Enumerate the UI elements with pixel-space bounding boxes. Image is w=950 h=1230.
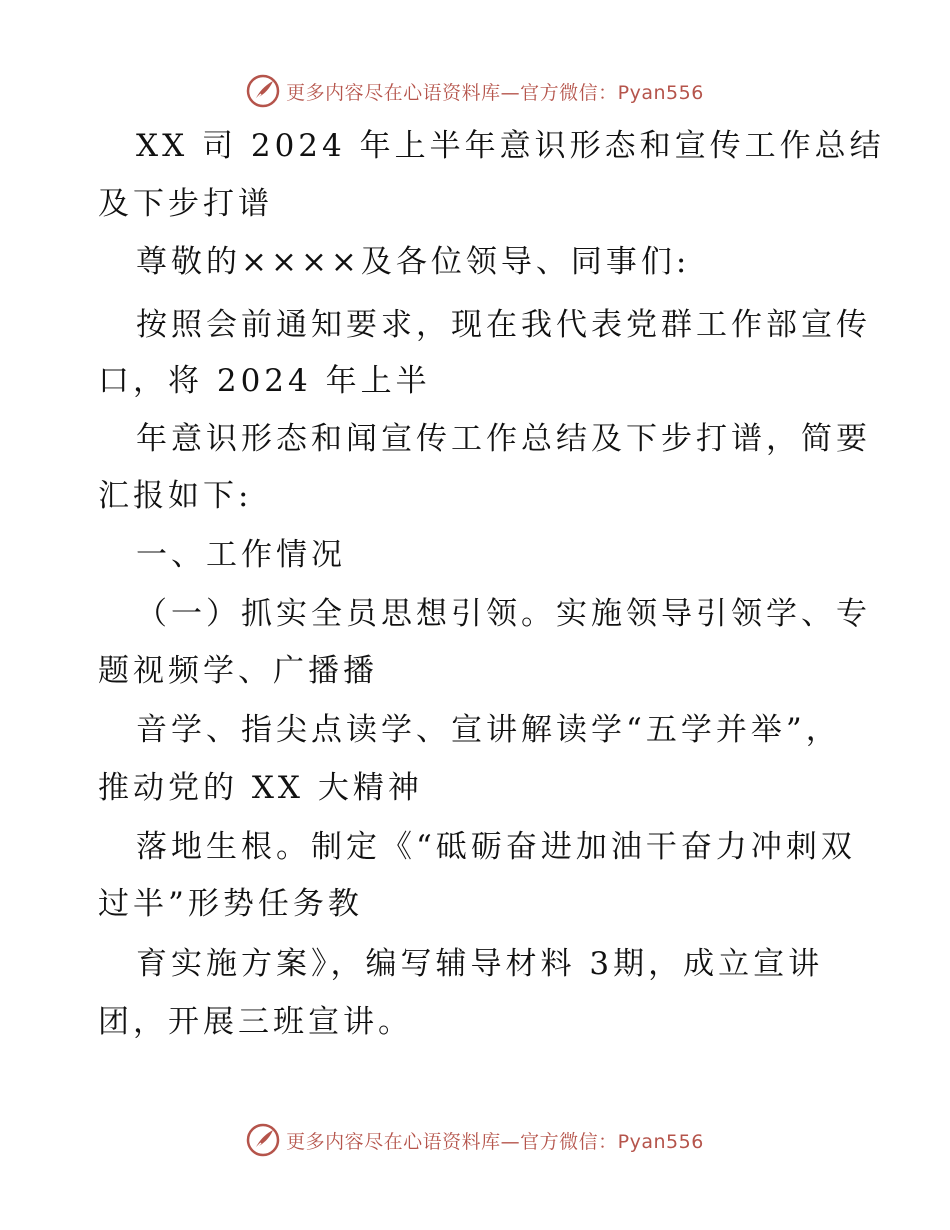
paragraph-line: 年意识形态和闻宣传工作总结及下步打谱，简要	[136, 421, 871, 457]
paragraph-line: 按照会前通知要求，现在我代表党群工作部宣传	[136, 307, 871, 343]
paragraph-line: 落地生根。制定《“砥砺奋进加油干奋力冲刺双	[136, 829, 856, 865]
watermark-text: 更多内容尽在心语资料库—官方微信：Pyan556	[286, 1130, 704, 1153]
watermark-text: 更多内容尽在心语资料库—官方微信：Pyan556	[286, 81, 704, 104]
paragraph-line: 团，开展三班宣讲。	[98, 1004, 413, 1040]
paragraph-line: 音学、指尖点读学、宣讲解读学“五学并举”，	[136, 712, 841, 748]
salutation: 尊敬的××××及各位领导、同事们:	[136, 244, 691, 280]
document-title-line-2: 及下步打谱	[98, 186, 273, 222]
paragraph-line: 题视频学、广播播	[98, 653, 378, 689]
paragraph-line: （一）抓实全员思想引领。实施领导引领学、专	[136, 596, 871, 632]
feather-quill-icon	[246, 1123, 280, 1157]
section-heading: 一、工作情况	[136, 537, 346, 573]
paragraph-line: 推动党的 XX 大精神	[98, 770, 423, 806]
paragraph-line: 育实施方案》，编写辅导材料 3期，成立宣讲	[136, 946, 824, 982]
paragraph-line: 口，将 2024 年上半	[98, 363, 431, 399]
watermark-banner-bottom	[0, 1120, 950, 1160]
paragraph-line: 汇报如下:	[98, 478, 253, 514]
document-title-line-1: XX 司 2024 年上半年意识形态和宣传工作总结	[136, 128, 885, 164]
paragraph-line: 过半”形势任务教	[98, 886, 363, 922]
